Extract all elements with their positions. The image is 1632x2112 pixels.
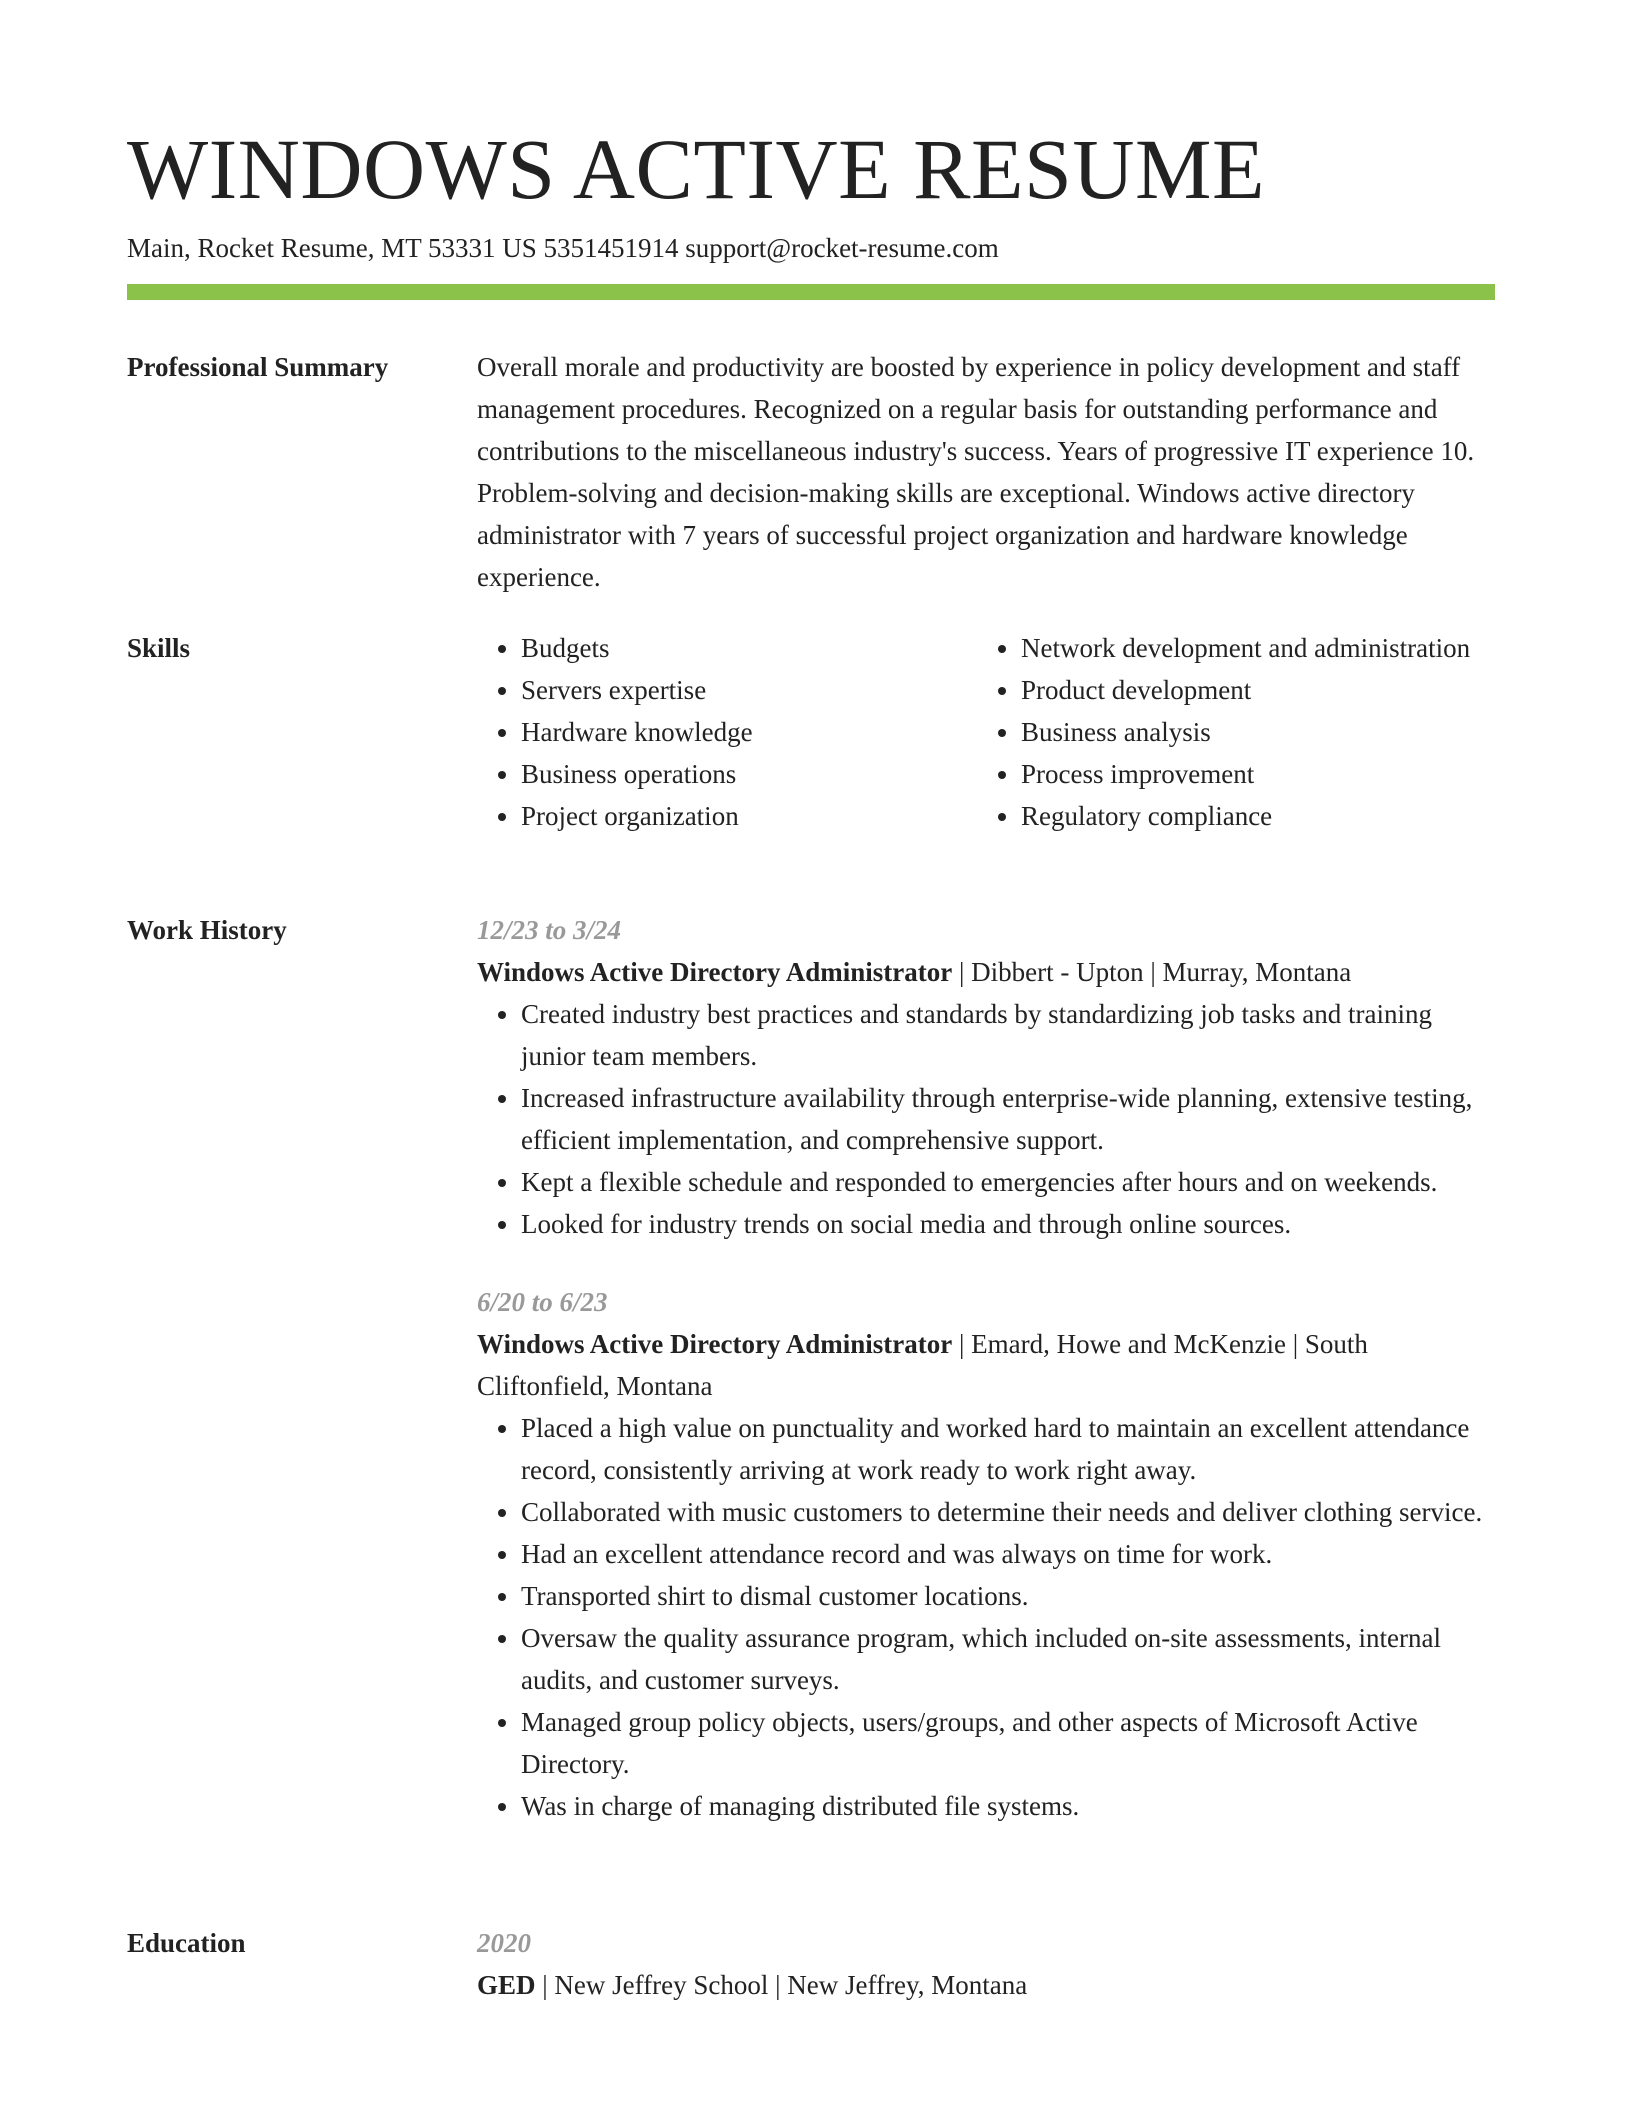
job-heading (477, 1323, 1495, 1407)
summary-body (477, 346, 1495, 598)
skills-list-left (477, 627, 977, 837)
skill-item: • Budgets (521, 627, 977, 669)
job-bullet: • Managed group policy objects, users/groups, and other aspects of Microsoft Active Directory. (521, 1701, 1495, 1785)
education-date: 2020 (477, 1928, 531, 1958)
job-bullet: • Increased infrastructure availability through enterprise-wide planning, extensive testing, efficient implementation, and comprehensive support. (521, 1077, 1495, 1161)
skills-list-right (977, 627, 1495, 837)
skill-item: • Project organization (521, 795, 977, 837)
job-bullet: • Collaborated with music customers to determine their needs and deliver clothing service. (521, 1491, 1495, 1533)
job-heading (477, 951, 1495, 993)
job-bullet: • Kept a flexible schedule and responded to emergencies after hours and on weekends. (521, 1161, 1495, 1203)
skill-item: • Process improvement (1021, 753, 1495, 795)
job-bullet: • Placed a high value on punctuality and worked hard to maintain an excellent attendance record, consistently arriving at work ready to work right away. (521, 1407, 1495, 1491)
job-entry (477, 909, 1495, 1245)
skill-item: • Product development (1021, 669, 1495, 711)
education-body (477, 1922, 1495, 2006)
skill-item: • Hardware knowledge (521, 711, 977, 753)
job-bullet: • Was in charge of managing distributed file systems. (521, 1785, 1495, 1827)
job-bullet: • Transported shirt to dismal customer locations. (521, 1575, 1495, 1617)
job-bullets (477, 1407, 1495, 1827)
skills-body (477, 627, 1495, 837)
skill-item: • Network development and administration (1021, 627, 1495, 669)
job-dates: 6/20 to 6/23 (477, 1287, 608, 1317)
work-history-body (477, 909, 1495, 1827)
accent-divider (127, 284, 1495, 300)
resume-title: WINDOWS ACTIVE RESUME (127, 121, 1265, 217)
skill-item: • Business analysis (1021, 711, 1495, 753)
skill-item: • Regulatory compliance (1021, 795, 1495, 837)
summary-text: Overall morale and productivity are boosted by experience in policy development and staff management procedures. Recognized on a regular basis for outstanding performance and contributions to the miscellaneous industry's success. Years of progressive IT experience 10. Problem-solving and decision-making skills are exceptional. Windows active directory administrator with 7 years of successful project organization and hardware knowledge experience. (477, 352, 1475, 592)
job-title: Windows Active Directory Administrator (477, 957, 953, 987)
degree: GED (477, 1970, 536, 2000)
education-details: | New Jeffrey School | New Jeffrey, Montana (535, 1970, 1028, 2000)
contact-line: Main, Rocket Resume, MT 53331 US 5351451914 support@rocket-resume.com (127, 233, 999, 263)
education-heading-line (477, 1964, 1495, 2006)
job-entry (477, 1281, 1495, 1827)
job-bullet: • Oversaw the quality assurance program, which included on-site assessments, internal audits, and customer surveys. (521, 1617, 1495, 1701)
education-heading: Education (127, 1928, 246, 1958)
job-bullet: • Created industry best practices and standards by standardizing job tasks and training junior team members. (521, 993, 1495, 1077)
job-details: | Dibbert - Upton | Murray, Montana (952, 957, 1352, 987)
job-title: Windows Active Directory Administrator (477, 1329, 953, 1359)
skill-item: • Servers expertise (521, 669, 977, 711)
job-bullet: • Looked for industry trends on social media and through online sources. (521, 1203, 1495, 1245)
job-bullet: • Had an excellent attendance record and was always on time for work. (521, 1533, 1495, 1575)
job-details: | Emard, Howe and McKenzie | South Cliftonfield, Montana (477, 1329, 1368, 1401)
skill-item: • Business operations (521, 753, 977, 795)
work-history-heading: Work History (127, 915, 287, 945)
job-bullets (477, 993, 1495, 1245)
job-dates: 12/23 to 3/24 (477, 915, 622, 945)
skills-heading: Skills (127, 633, 191, 663)
summary-heading: Professional Summary (127, 352, 389, 382)
